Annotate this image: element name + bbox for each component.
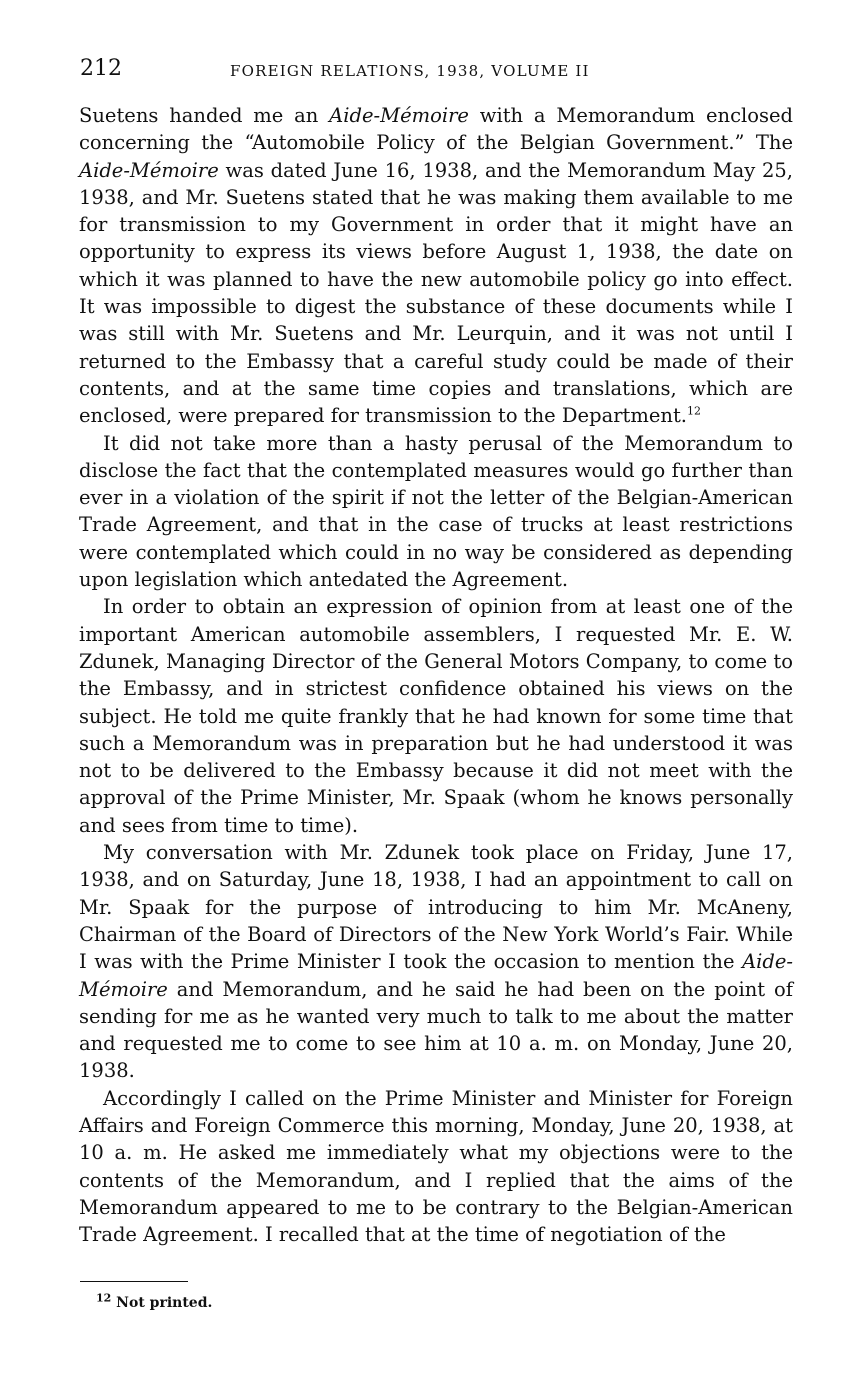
italic-aide-memoire: Aide-Mémoire <box>79 950 793 1001</box>
running-title: FOREIGN RELATIONS, 1938, VOLUME II <box>230 62 590 80</box>
paragraph-1 <box>79 102 793 430</box>
paragraph-text: with a Memorandum enclosed concerning the “Automobile Policy of the Belgian Government.” The <box>79 104 793 155</box>
footnote-text: Not printed. <box>111 1295 213 1311</box>
paragraph-4 <box>79 839 793 1085</box>
paragraph-text: was dated June 16, 1938, and the Memorandum May 25, 1938, and Mr. Suetens stated that he was making them available to me for transmission to my Government in order that it might have an opportunity to express its views before August 1, 1938, the date on which it was planned to have the new automobile policy go into effect. It was impossible to digest the substance of these documents while I was still with Mr. Suetens and Mr. Leurquin, and it was not until I returned to the Embassy that a careful study could be made of their contents, and at the same time copies and translations, which are enclosed, were prepared for transmission to the Department. <box>79 158 793 428</box>
footnote <box>96 1293 212 1313</box>
body-text <box>79 102 793 1248</box>
italic-aide-memoire: Aide-Mémoire <box>329 104 469 127</box>
paragraph-text: and Memorandum, and he said he had been on the point of sending for me as he wanted very much to talk to me about the matter and requested me to come to see him at 10 a. m. on Monday, June 20, 1938. <box>79 977 793 1083</box>
paragraph-5: Accordingly I called on the Prime Minister and Minister for Foreign Affairs and Foreign Commerce this morning, Monday, June 20, 1938, at 10 a. m. He asked me immediately what my objections were to the contents of the Memorandum, and I replied that the aims of the Memorandum appeared to me to be contrary to the Belgian-American Trade Agreement. I recalled that at the time of negotiation of the <box>79 1086 793 1247</box>
paragraph-text: My conversation with Mr. Zdunek took place on Friday, June 17, 1938, and on Saturday, June 18, 1938, I had an appointment to call on Mr. Spaak for the purpose of introducing to him Mr. McAneny, Chairman of the Board of Directors of the New York World’s Fair. While I was with the Prime Minister I took the occasion to mention the <box>79 841 793 974</box>
footnote-marker: 12 <box>96 1291 112 1305</box>
italic-aide-memoire: Aide-Mémoire <box>79 158 219 182</box>
paragraph-2: It did not take more than a hasty perusal of the Memorandum to disclose the fact that the contemplated measures would go further than ever in a violation of the spirit if not the letter of the Belgian-American Trade Agreement, and that in the case of trucks at least restrictions were contemplated which could in no way be considered as depending upon legislation which antedated the Agreement. <box>79 431 793 592</box>
footnote-reference: 12 <box>687 404 701 418</box>
page-number: 212 <box>80 56 122 81</box>
page-header <box>80 54 792 86</box>
footnote-divider <box>80 1281 188 1282</box>
paragraph-3: In order to obtain an expression of opinion from at least one of the important American automobile assemblers, I requested Mr. E. W. Zdunek, Managing Director of the General Motors Company, to come to the Embassy, and in strictest confidence obtained his views on the subject. He told me quite frankly that he had known for some time that such a Memorandum was in preparation but he had understood it was not to be delivered to the Embassy because it did not meet with the approval of the Prime Minister, Mr. Spaak (whom he knows personally and sees from time to time). <box>79 595 793 837</box>
paragraph-text: Suetens handed me an <box>79 104 330 127</box>
